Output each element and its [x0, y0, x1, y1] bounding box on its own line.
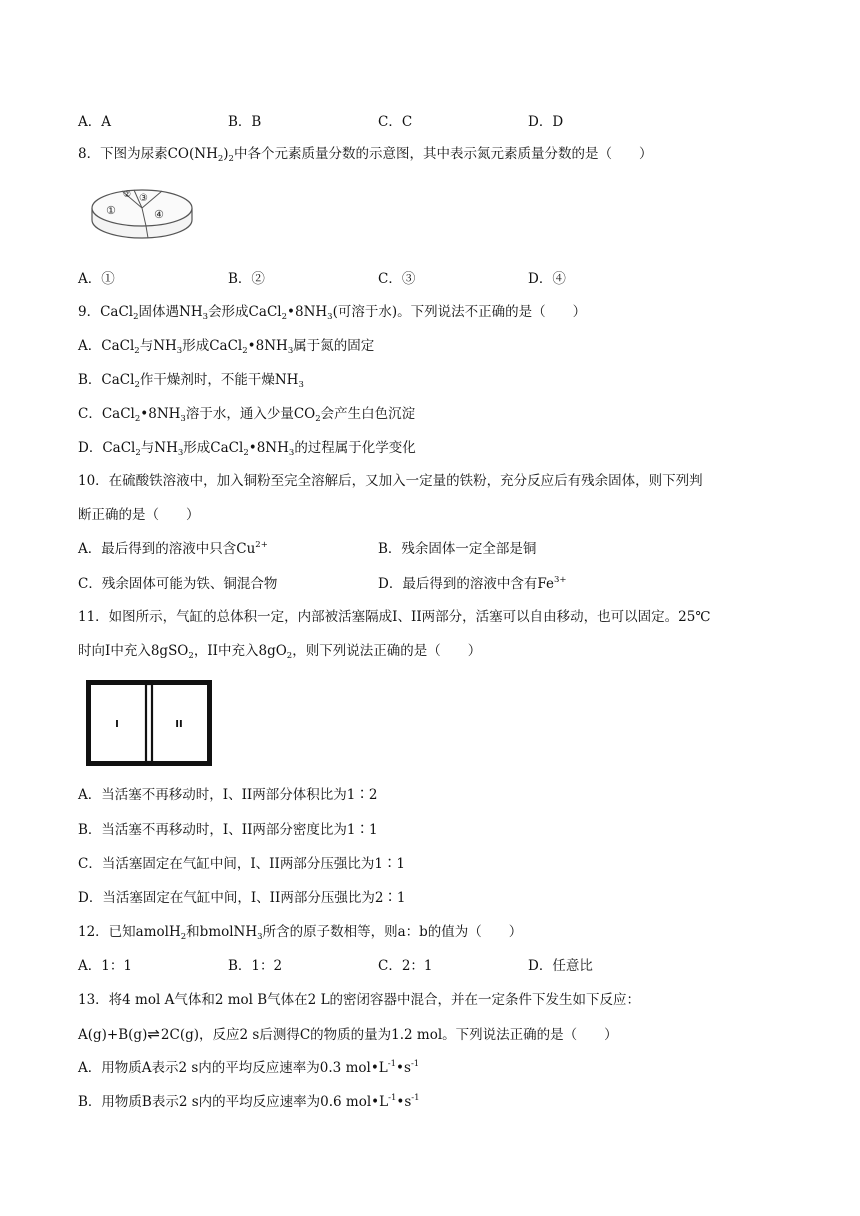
pie-chart-figure — [86, 180, 198, 250]
q9-option-b: B．CaCl$_2$作干燥剂时，不能干燥$NH_3$ — [78, 372, 304, 390]
q9-option-d: D．CaCl$_2$与$NH_3$形成$CaCl_2•8NH_3$的过程属于化学变化 — [78, 440, 416, 458]
chamber-label-ii: II — [175, 719, 183, 730]
q10-option-a: A．最后得到的溶液中只含$Cu^{2+}$ — [78, 540, 268, 557]
q12-option-a: A．1：1 — [78, 958, 132, 974]
q11-option-d: D．当活塞固定在气缸中间，Ⅰ、II两部分压强比为2∶1 — [78, 890, 406, 906]
q8-option-a: A．① — [78, 271, 115, 287]
q7-option-b: B．B — [228, 114, 262, 130]
q11-option-c: C．当活塞固定在气缸中间，Ⅰ、II两部分压强比为1∶1 — [78, 856, 406, 872]
q9-option-a: A．CaCl$_2$与$NH_3$形成$CaCl_2•8NH_3$属于氮的固定 — [78, 338, 375, 356]
q13-stem-line1: 13．将4 mol A气体和2 mol B气体在2 L的密闭容器中混合，并在一定条件下发生如下反应： — [78, 992, 641, 1008]
q10-stem-line2: 断正确的是（ ） — [78, 507, 200, 523]
q10-stem-line1: 10．在硫酸铁溶液中，加入铜粉至完全溶解后，又加入一定量的铁粉，充分反应后有残余固体，则下列判 — [78, 473, 703, 489]
q8-option-c: C．③ — [378, 271, 416, 287]
pie-label-3: ③ — [139, 193, 148, 204]
equilibrium-arrow: ⇌ — [147, 1025, 161, 1043]
q9-option-c: C．$CaCl_2•8NH_3$溶于水，通入少量$CO_2$会产生白色沉淀 — [78, 406, 416, 424]
pie-label-4: ④ — [154, 208, 164, 221]
q13-stem-line2: A(g)+B(g)⇌2C(g)，反应2 s后测得C的物质的量为1.2 mol。下列说法正确的是（ ） — [78, 1025, 618, 1043]
q12-option-b: B．1：2 — [228, 958, 283, 974]
q12-stem: 12．已知amolH$_2$和bmolNH$_3$所含的原子数相等，则a：b的值为（ ） — [78, 924, 523, 942]
q12-option-c: C．2：1 — [378, 958, 433, 974]
pie-label-1: ① — [106, 204, 116, 217]
q9-stem: 9．CaCl$_2$固体遇$NH_3$会形成$CaCl_2•8NH_3$(可溶于水)。下列说法不正确的是（ ） — [78, 304, 587, 322]
q11-option-b: B．当活塞不再移动时，Ⅰ、II两部分密度比为1∶1 — [78, 822, 378, 838]
q11-stem-line2: 时向Ⅰ中充入8gSO$_2$，II中充入$8gO_2$，则下列说法正确的是（ ） — [78, 643, 482, 661]
q13-option-b: B．用物质B表示2 s内的平均反应速率为0.6 $mol•L^{-1}•s^{-1}$ — [78, 1093, 420, 1110]
pie-label-2: ② — [123, 190, 132, 200]
q7-option-d: D．D — [528, 114, 564, 130]
q7-option-c: C．C — [378, 114, 413, 130]
q8-stem: 8．下图为尿素$CO(NH_2)_2$中各个元素质量分数的示意图，其中表示氮元素质量分数的是（ ） — [78, 146, 653, 164]
q11-option-a: A．当活塞不再移动时，Ⅰ、II两部分体积比为1∶2 — [78, 787, 378, 803]
q8-option-b: B．② — [228, 271, 265, 287]
q7-option-a: A．A — [78, 114, 111, 130]
chamber-label-i: I — [115, 719, 119, 730]
q13-option-a: A．用物质A表示2 s内的平均反应速率为0.3 $mol•L^{-1}•s^{-1}$ — [78, 1059, 420, 1076]
q10-option-c: C．残余固体可能为铁、铜混合物 — [78, 576, 278, 592]
cylinder-figure — [86, 680, 212, 766]
q8-option-d: D．④ — [528, 271, 566, 287]
q12-option-d: D．任意比 — [528, 958, 593, 974]
q10-option-d: D．最后得到的溶液中含有$Fe^{3+}$ — [378, 575, 567, 592]
q11-stem-line1: 11．如图所示，气缸的总体积一定，内部被活塞隔成Ⅰ、II两部分，活塞可以自由移动，也可以固定。25℃ — [78, 609, 711, 625]
q10-option-b: B．残余固体一定全部是铜 — [378, 541, 537, 557]
